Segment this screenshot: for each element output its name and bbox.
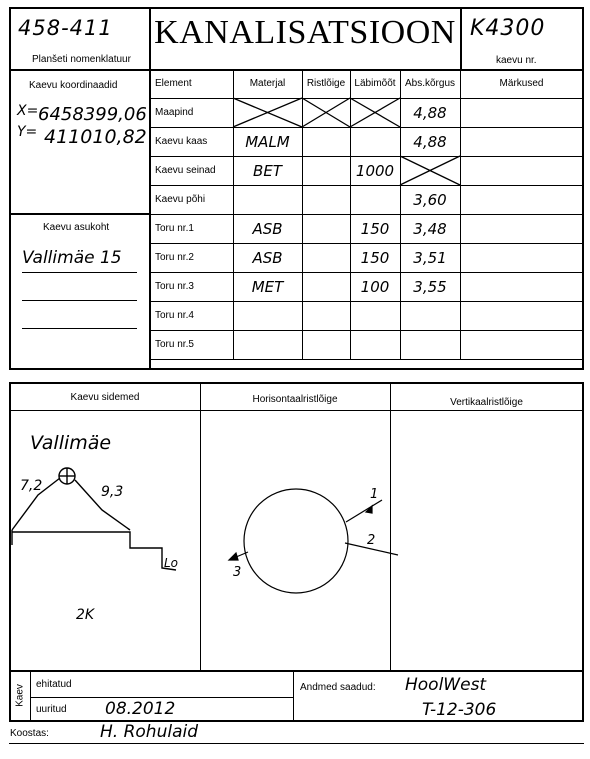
table-header-element: Element (155, 78, 192, 89)
distance-right: 9,3 (101, 484, 124, 500)
table-header-abs: Abs.kõrgus (404, 78, 456, 89)
table-cell-materjal: ASB (252, 248, 283, 267)
coord-x-value: 6458399,06 (38, 104, 147, 125)
coord-x-prefix: X= (17, 103, 39, 119)
table-cell-labimoot: 100 (360, 277, 390, 296)
coords-label: Kaevu koordinaadid (29, 80, 118, 91)
pipe-1-line (346, 500, 382, 522)
table-row-label: Kaevu seinad (155, 165, 216, 176)
pipe-1-label: 1 (370, 487, 379, 502)
table-cell-materjal: ASB (252, 219, 283, 238)
table-cell-materjal: MET (251, 277, 284, 296)
location-label: Kaevu asukoht (43, 222, 110, 233)
house-label: Lo (164, 556, 179, 570)
table-cell-abs: 3,60 (413, 190, 447, 209)
coord-y-prefix: Y= (17, 124, 38, 140)
table-row-label: Maapind (155, 107, 194, 118)
built-label: ehitatud (36, 679, 72, 690)
surveyed-value: 08.2012 (105, 699, 176, 719)
table-row-label: Toru nr.3 (155, 281, 194, 292)
floors-label: 2K (76, 607, 95, 623)
footer-side-label: Kaev (14, 684, 26, 707)
pipe-3-label: 3 (233, 565, 242, 580)
table-header-labimoot: Läbimõõt (354, 78, 396, 89)
sketch-col-vertical: Vertikaalristlõige (450, 397, 523, 408)
coord-y-value: 411010,82 (44, 126, 147, 148)
well-number-label: kaevu nr. (496, 55, 537, 66)
data-source-value: HoolWest (405, 675, 487, 695)
nomenclature-value: 458-411 (18, 16, 113, 40)
table-row-label: Kaevu kaas (155, 136, 208, 147)
table-cell-abs: 3,51 (413, 248, 447, 267)
distance-left: 7,2 (20, 478, 43, 494)
street-name: Vallimäe (30, 432, 112, 454)
surveyed-label: uuritud (36, 704, 67, 715)
compiled-label: Koostas: (10, 728, 49, 739)
data-source-label: Andmed saadud: (300, 682, 376, 693)
sketch-col-links: Kaevu sidemed (70, 392, 140, 403)
table-cell-labimoot: 150 (360, 219, 390, 238)
pipe-2-label: 2 (367, 533, 376, 548)
location-value: Vallimäe 15 (22, 248, 122, 268)
well-number-value: K4300 (470, 16, 546, 41)
table-cell-abs: 3,55 (413, 277, 447, 296)
page-title: KANALISATSIOON (154, 14, 456, 51)
table-cell-materjal: MALM (245, 132, 290, 151)
table-row-label: Toru nr.1 (155, 223, 194, 234)
table-cell-materjal: BET (253, 161, 282, 180)
table-cell-labimoot: 1000 (355, 161, 395, 180)
table-cell-abs: 4,88 (413, 132, 447, 151)
table-row-label: Kaevu põhi (155, 194, 206, 205)
table-row-label: Toru nr.2 (155, 252, 194, 263)
nomenclature-label: Planšeti nomenklatuur (32, 54, 131, 65)
data-source-code: T-12-306 (422, 700, 497, 720)
table-row-label: Toru nr.5 (155, 339, 194, 350)
table-header-materjal: Materjal (249, 78, 286, 89)
table-cell-abs: 3,48 (413, 219, 447, 238)
sketch-col-horizontal: Horisontaalristlõige (252, 394, 338, 405)
well-circle (244, 489, 348, 593)
table-header-markused: Märkused (499, 78, 544, 89)
table-cell-abs: 4,88 (413, 103, 447, 122)
table-cell-labimoot: 150 (360, 248, 390, 267)
compiled-signature: H. Rohulaid (100, 722, 199, 742)
table-header-ristloige: Ristlõige (306, 78, 346, 89)
table-row-label: Toru nr.4 (155, 310, 194, 321)
